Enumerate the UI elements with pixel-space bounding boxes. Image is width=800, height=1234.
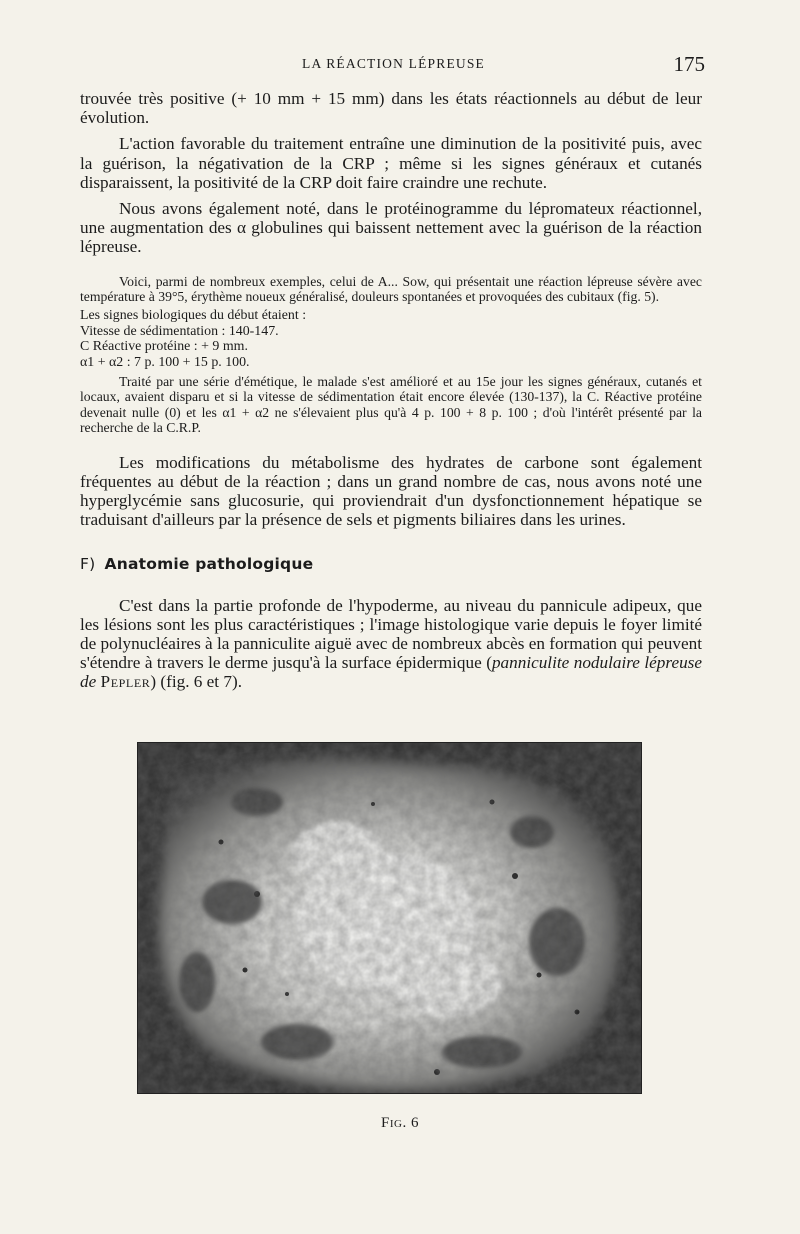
caption-label: Fig. bbox=[381, 1115, 407, 1131]
running-header bbox=[80, 52, 705, 76]
lab-line: α1 + α2 : 7 p. 100 + 15 p. 100. bbox=[80, 354, 250, 370]
micrograph-image bbox=[137, 742, 642, 1094]
lab-results bbox=[80, 308, 702, 370]
running-title: LA RÉACTION LÉPREUSE bbox=[302, 56, 486, 71]
lab-line: Vitesse de sédimentation : 140-147. bbox=[80, 323, 279, 339]
paragraph-proteinogram: Nous avons également noté, dans le protéinogramme du lépromateux réactionnel, une augmentation des α globulines qui baissent nettement avec la guérison de la réaction lépreuse. bbox=[80, 199, 702, 257]
pathology-italic: panniculite nodulaire lépreuse de bbox=[80, 653, 702, 692]
page-body bbox=[80, 89, 702, 692]
section-heading bbox=[80, 555, 702, 573]
pathology-text-end: ) (fig. 6 et 7). bbox=[150, 672, 242, 692]
paragraph-pathology bbox=[80, 596, 702, 692]
treatment-outcome: Traité par une série d'émétique, le malade s'est amélioré et au 15e jour les signes généraux, cutanés et locaux, avaient disparu et si la vitesse de sédimentation était encore élevée (130-137), la C. Réactive protéine devenait nulle (0) et les α1 + α2 ne s'élevaient plus qu'à 4 p. 100 + 8 p. 100 ; d'où l'intérêt présenté par la recherche de la C.R.P. bbox=[80, 374, 702, 436]
histology-micrograph bbox=[137, 742, 642, 1094]
lab-line: Les signes biologiques du début étaient : bbox=[80, 308, 307, 324]
paragraph-carbohydrate: Les modifications du métabolisme des hydrates de carbone sont également fréquentes au début de la réaction ; dans un grand nombre de cas, nous avons noté une hyperglycémie sans glucosurie, qui proviendrait d'un dysfonctionnement hépatique se traduisant d'ailleurs par la présence de sels et pigments biliaires dans les urines. bbox=[80, 452, 702, 530]
figure-caption bbox=[0, 1115, 800, 1132]
caption-number: 6 bbox=[410, 1115, 419, 1131]
section-letter: F) bbox=[80, 554, 96, 573]
author-name: Pepler bbox=[100, 672, 151, 692]
page-number: 175 bbox=[673, 52, 705, 76]
lab-line: C Réactive protéine : + 9 mm. bbox=[80, 339, 248, 355]
pathology-text: C'est dans la partie profonde de l'hypoderme, au niveau du pannicule adipeux, que les lésions sont les plus caractéristiques ; l'image histologique varie depuis le foyer limité de polynucléaires à la panniculite aiguë avec de nombreux abcès en formation qui peuvent s'étendre à travers le derme jusqu'à la surface épidermique ( bbox=[80, 595, 702, 673]
section-title: Anatomie pathologique bbox=[104, 554, 314, 573]
paragraph-treatment-effect: L'action favorable du traitement entraîne une diminution de la positivité puis, avec la guérison, la négativation de la CRP ; même si les signes généraux et cutanés disparaissent, la positivité de la CRP doit faire craindre une rechute. bbox=[80, 134, 702, 192]
example-intro: Voici, parmi de nombreux exemples, celui de A... Sow, qui présentait une réaction lépreuse sévère avec température à 39°5, érythème noueux généralisé, douleurs spontanées et provoquées des cubitaux (fig. 5). bbox=[80, 273, 702, 305]
paragraph-continuation: trouvée très positive (+ 10 mm + 15 mm) dans les états réactionnels au début de leur évolution. bbox=[80, 89, 702, 128]
